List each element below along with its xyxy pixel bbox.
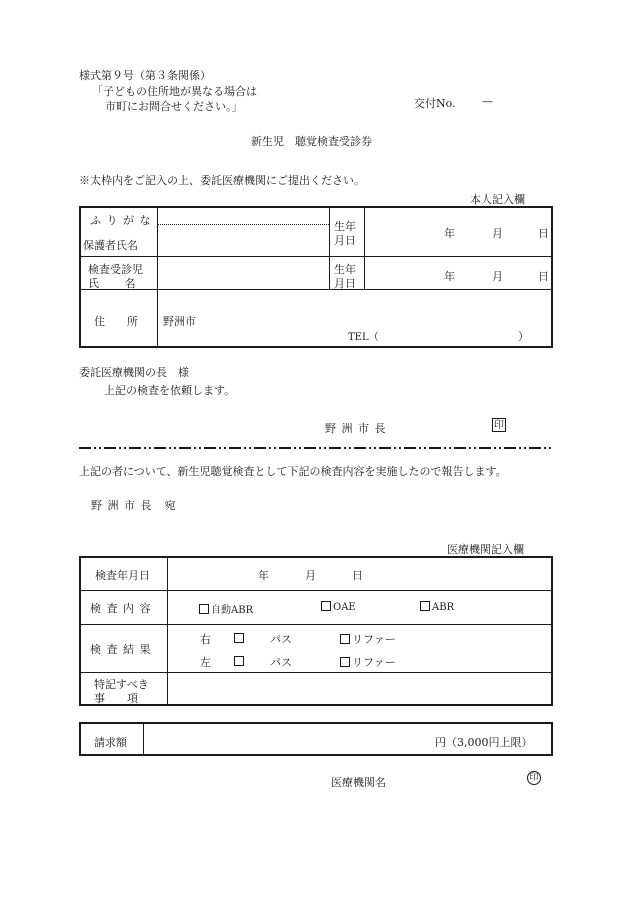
report-label-divider [167, 557, 168, 705]
right-refer-label: リファー [352, 633, 396, 646]
tel-field[interactable] [385, 325, 515, 341]
option-auto-abr[interactable] [199, 601, 253, 616]
right-ear-label: 右 [200, 633, 211, 646]
guardian-year-label: 年 [444, 227, 455, 240]
exam-content-label: 検 査 内 容 [90, 602, 152, 615]
left-refer-label: リファー [352, 656, 396, 669]
report-addressee: 野 洲 市 長 宛 [91, 499, 177, 512]
option-abr[interactable] [420, 601, 454, 613]
right-refer-option[interactable] [340, 631, 396, 647]
oae-label: OAE [333, 602, 356, 613]
auto-abr-label: 自動ABR [211, 605, 254, 616]
exam-year-label: 年 [258, 569, 269, 582]
abr-checkbox[interactable] [420, 601, 430, 611]
billing-divider [143, 723, 144, 755]
remarks-label-1: 特記すべき [94, 678, 149, 691]
auto-abr-checkbox[interactable] [199, 604, 209, 614]
billing-amount-field[interactable] [145, 724, 425, 754]
institution-seal: 印 [527, 771, 541, 785]
cut-line [79, 447, 553, 449]
tel-close: ） [518, 330, 529, 343]
report-row-divider-3 [80, 672, 552, 673]
note-line-2: 市町にお問合せください。」 [105, 100, 243, 113]
child-year-label: 年 [444, 270, 455, 283]
institution-section-caption: 医療機関記入欄 [447, 543, 524, 556]
left-refer-checkbox[interactable] [340, 657, 350, 667]
abr-label: ABR [432, 602, 455, 613]
birth-label-divider [364, 207, 365, 289]
oae-checkbox[interactable] [321, 601, 331, 611]
institution-name-label: 医療機関名 [331, 776, 386, 789]
address-value: 野洲市 [163, 315, 196, 328]
issue-number-label: 交付No. [414, 97, 456, 110]
instruction-text: ※太枠内をご記入の上、委託医療機関にご提出ください。 [79, 174, 365, 187]
report-row-divider-2 [80, 624, 552, 625]
guardian-name-field[interactable] [158, 226, 328, 255]
exam-date-label: 検査年月日 [95, 569, 150, 582]
row-divider-1 [80, 256, 552, 257]
mayor-seal: 印 [494, 420, 504, 431]
right-pass-label: パス [270, 633, 292, 646]
row-divider-2 [80, 289, 552, 290]
right-refer-checkbox[interactable] [340, 634, 350, 644]
billing-unit: 円（3,000円上限） [435, 736, 533, 749]
issue-number-value: — [482, 95, 493, 108]
child-name-label-1: 検査受診児 [88, 263, 143, 276]
exam-day-label: 日 [352, 569, 363, 582]
furigana-label: ふ り が な [90, 214, 152, 227]
form-number: 様式第９号（第３条関係） [79, 69, 211, 82]
guardian-name-label: 保護者氏名 [83, 239, 138, 252]
mayor-label: 野 洲 市 長 [325, 422, 387, 435]
billing-label: 請求額 [94, 736, 127, 749]
request-addressee: 委託医療機関の長 様 [79, 366, 189, 379]
note-line-1: 「子どもの住所地が異なる場合は [92, 85, 257, 98]
report-body: 上記の者について、新生児聴覚検査として下記の検査内容を実施したので報告します。 [79, 465, 507, 478]
tel-label: TEL（ [348, 332, 379, 343]
guardian-day-label: 日 [538, 227, 549, 240]
left-refer-option[interactable] [340, 654, 396, 670]
left-ear-label: 左 [200, 656, 211, 669]
child-birthdate-label-2: 月日 [334, 277, 356, 290]
request-body: 上記の検査を依頼します。 [104, 384, 236, 397]
furigana-field[interactable] [158, 208, 328, 223]
furigana-divider [157, 224, 329, 225]
report-row-divider-1 [80, 590, 552, 591]
option-oae[interactable] [321, 601, 356, 613]
remarks-label-2: 事 項 [94, 692, 138, 705]
right-ear-checkbox[interactable] [234, 633, 244, 643]
child-name-field[interactable] [158, 258, 328, 288]
child-birthdate-label-1: 生年 [334, 263, 356, 276]
applicant-section-caption: 本人記入欄 [470, 193, 525, 206]
left-ear-checkbox[interactable] [234, 656, 244, 666]
guardian-birthdate-label-2: 月日 [334, 234, 356, 247]
name-column-divider [329, 207, 330, 289]
guardian-birthdate-label-1: 生年 [334, 220, 356, 233]
child-name-label-2: 氏 名 [88, 277, 136, 290]
exam-month-label: 月 [305, 569, 316, 582]
address-label: 住 所 [94, 315, 138, 328]
child-day-label: 日 [538, 270, 549, 283]
form-title: 新生児 聴覚検査受診券 [251, 135, 372, 148]
left-pass-label: パス [270, 656, 292, 669]
exam-result-label: 検 査 結 果 [90, 643, 152, 656]
child-month-label: 月 [492, 270, 503, 283]
guardian-month-label: 月 [492, 227, 503, 240]
remarks-field[interactable] [169, 674, 551, 704]
